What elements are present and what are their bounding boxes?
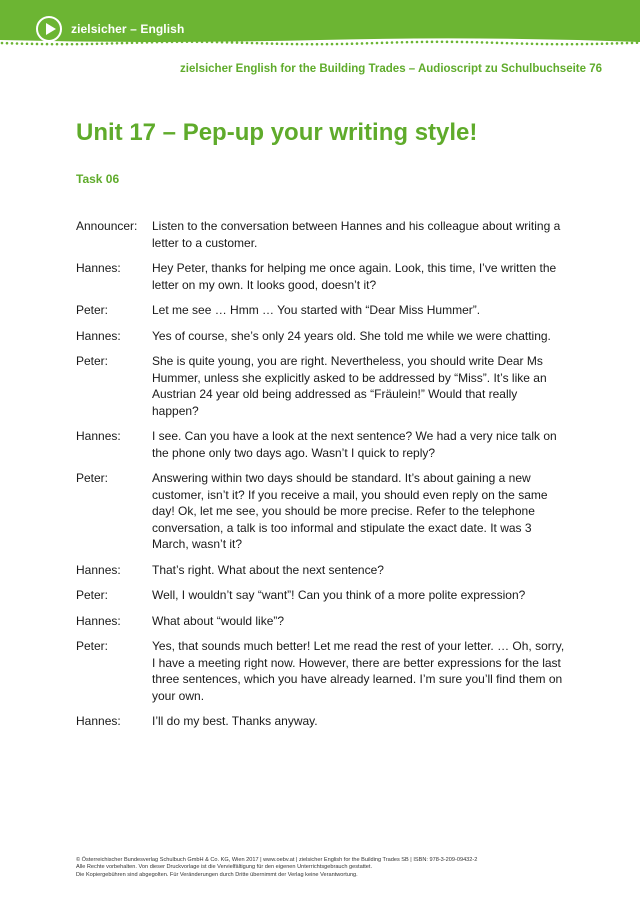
footer-line: Die Kopiergebühren sind abgegolten. Für Veränderungen durch Dritte übernimmt der Verlag keine Verantwortung. — [76, 871, 358, 878]
logo-text: zielsicher – English — [71, 22, 185, 36]
speaker-label: Peter: — [76, 588, 109, 602]
header-band — [0, 0, 640, 46]
dialogue-turn — [76, 218, 566, 251]
speaker-label: Hannes: — [76, 613, 121, 628]
dialogue — [76, 218, 566, 739]
dialogue-line: Listen to the conversation between Hannes and his colleague about writing a letter to a customer. — [152, 219, 561, 250]
speaker-label: Peter: — [76, 303, 109, 317]
unit-title: Unit 17 – Pep-up your writing style! — [76, 119, 478, 146]
dialogue-line: I see. Can you have a look at the next sentence? We had a very nice talk on the phone only two days ago. Wasn’t I quick to reply? — [152, 429, 557, 460]
dialogue-line: Hey Peter, thanks for helping me once again. Look, this time, I’ve written the letter on my own. It looks good, doesn’t it? — [152, 261, 557, 292]
dialogue-line: Yes, that sounds much better! Let me read the rest of your letter. … Oh, sorry, I have a meeting right now. However, there are better expressions for the last three sentences, which you have already learned. I’m sure you’ll find them on your own. — [152, 639, 565, 703]
play-circle-icon — [36, 16, 62, 42]
task-label: Task 06 — [76, 172, 120, 186]
dialogue-turn — [76, 428, 566, 461]
speaker-label: Peter: — [76, 471, 109, 485]
dialogue-turn — [76, 587, 566, 604]
document-header-title: zielsicher English for the Building Trades – Audioscript zu Schulbuchseite 76 — [180, 63, 602, 75]
dialogue-turn — [76, 713, 566, 730]
footer-line: Alle Rechte vorbehalten. Von dieser Druckvorlage ist die Vervielfältigung für den eigenen Unterrichtsgebrauch gestattet. — [76, 864, 373, 871]
dialogue-line: I’ll do my best. Thanks anyway. — [152, 714, 318, 728]
dialogue-turn — [76, 470, 566, 553]
dialogue-line: Answering within two days should be standard. It’s about gaining a new customer, isn’t it? If you receive a mail, you should even reply on the same day! Ok, let me see, you should be more precise. Refer to the telephone conversation, a talk is too informal and stipulate the exact date. It was 3 March, wasn’t it? — [152, 471, 548, 551]
dialogue-turn — [76, 302, 566, 319]
speaker-label: Hannes: — [76, 429, 121, 443]
speaker-label: Hannes: — [76, 328, 121, 343]
speaker-label: Hannes: — [76, 714, 121, 728]
speaker-label: Hannes: — [76, 562, 121, 577]
speaker-label: Hannes: — [76, 261, 121, 275]
dialogue-line: Let me see … Hmm … You started with “Dear Miss Hummer”. — [152, 303, 481, 317]
dialogue-turn — [76, 638, 566, 704]
dialogue-line: What about “would like”? — [152, 613, 285, 628]
dialogue-turn — [76, 613, 566, 630]
dialogue-line: Yes of course, she’s only 24 years old. She told me while we were chatting. — [152, 328, 551, 343]
speaker-label: Peter: — [76, 639, 109, 653]
dialogue-line: Well, I wouldn’t say “want”! Can you think of a more polite expression? — [152, 588, 526, 602]
copyright-footer — [76, 857, 576, 879]
dialogue-turn — [76, 353, 566, 419]
speaker-label: Announcer: — [76, 219, 138, 233]
footer-line: © Österreichischer Bundesverlag Schulbuch GmbH & Co. KG, Wien 2017 | www.oebv.at | zielsicher English for the Building Trades SB | ISBN: 978-3-209-09432-2 — [76, 857, 478, 863]
publisher-logo — [36, 14, 184, 44]
speaker-label: Peter: — [76, 354, 109, 368]
dialogue-turn — [76, 562, 566, 579]
dialogue-turn — [76, 260, 566, 293]
dialogue-line: She is quite young, you are right. Nevertheless, you should write Dear Ms Hummer, unless she explicitly asked to be addressed by “Miss”. It’s like an Austrian 24 year old being addressed as “Fräulein!” Would that really happen? — [152, 354, 547, 418]
dialogue-turn — [76, 328, 566, 345]
dialogue-line: That’s right. What about the next sentence? — [152, 562, 384, 577]
